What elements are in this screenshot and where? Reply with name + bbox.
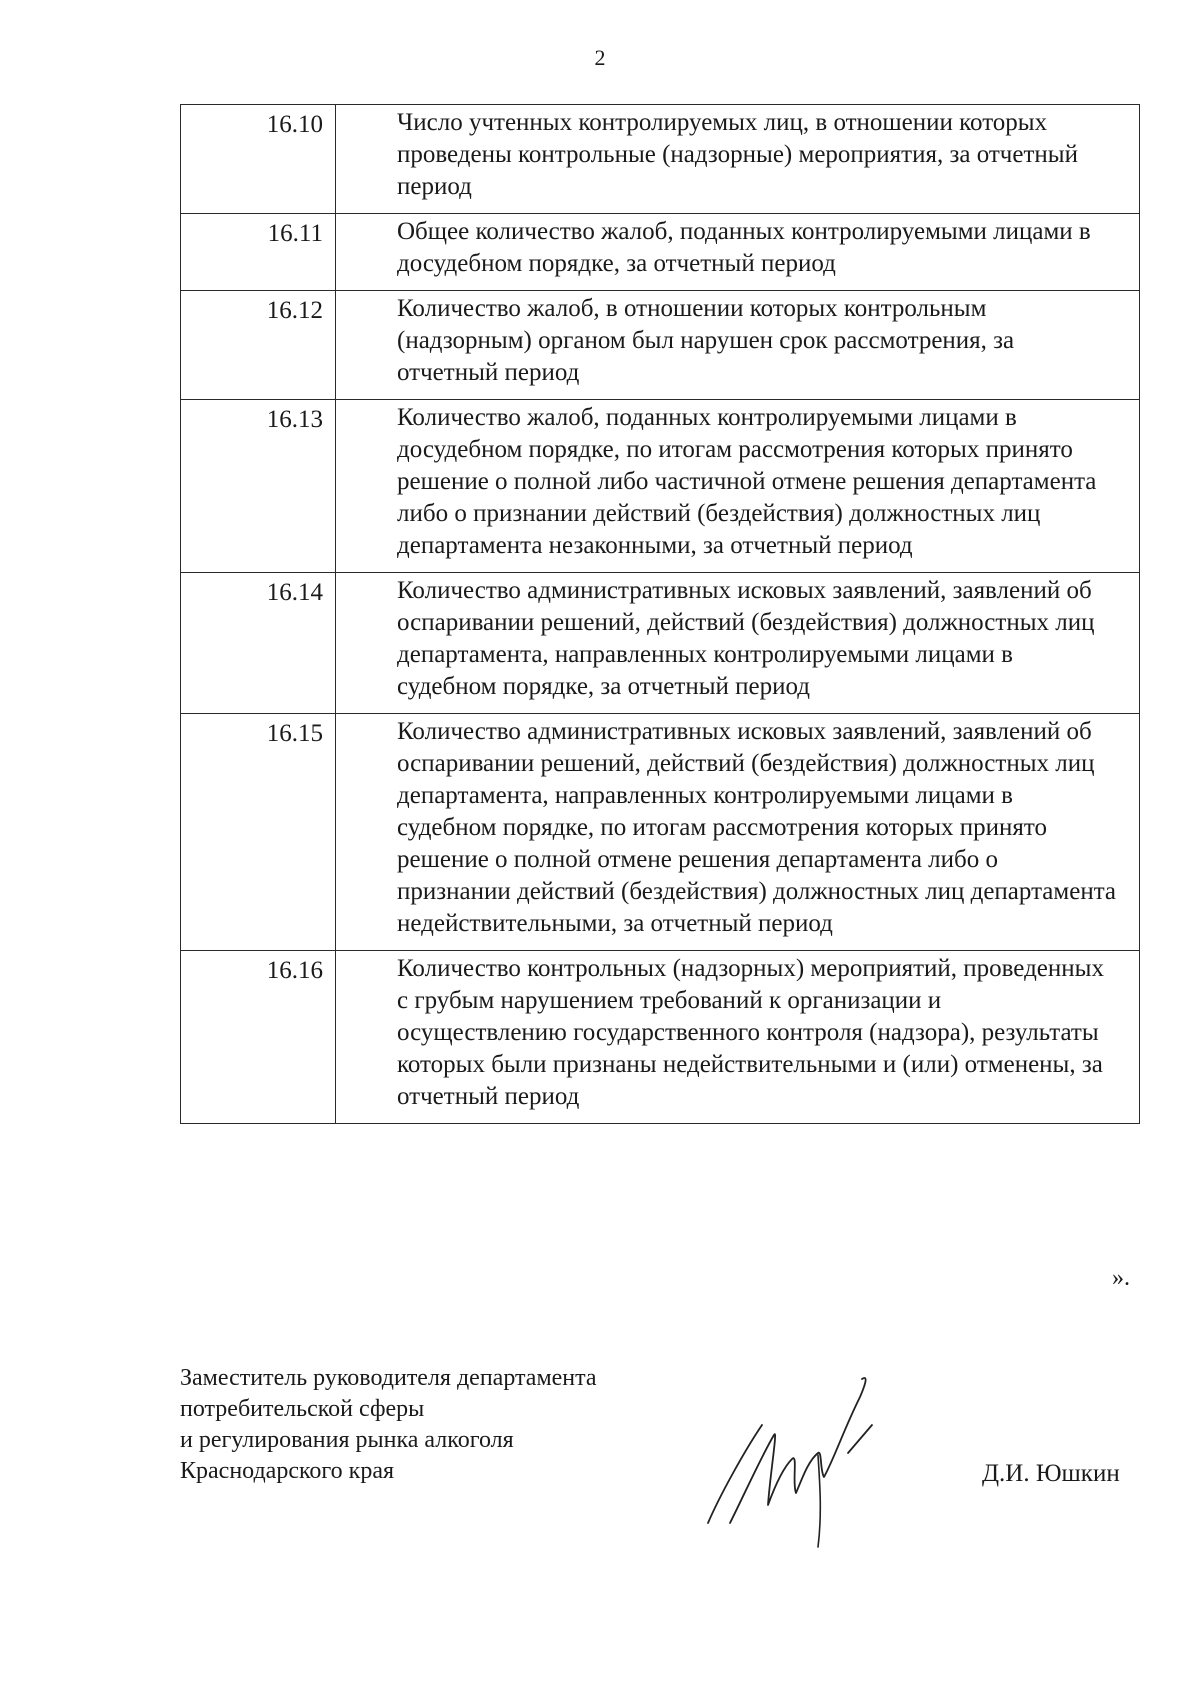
closing-quote: ». [1112, 1265, 1130, 1291]
table-row [181, 291, 1140, 400]
row-number: 16.14 [181, 573, 336, 714]
row-number: 16.16 [181, 951, 336, 1124]
page-number: 2 [594, 45, 606, 70]
table-row [181, 214, 1140, 291]
table-row [181, 105, 1140, 214]
row-number: 16.11 [181, 214, 336, 291]
handwritten-signature [700, 1355, 940, 1555]
position-line: и регулирования рынка алкоголя [180, 1427, 514, 1453]
position-line: Краснодарского края [180, 1458, 395, 1484]
row-number: 16.12 [181, 291, 336, 400]
table-row [181, 573, 1140, 714]
row-description: Количество жалоб, в отношении которых контрольным (надзорным) органом был нарушен срок рассмотрения, за отчетный период [336, 291, 1140, 400]
indicators-table [180, 104, 1140, 1124]
row-description: Количество административных исковых заявлений, заявлений об оспаривании решений, действий (бездействия) должностных лиц департамента, направленных контролируемыми лицами в судебном порядке, за отчетный период [336, 573, 1140, 714]
row-description: Количество административных исковых заявлений, заявлений об оспаривании решений, действий (бездействия) должностных лиц департамента, направленных контролируемыми лицами в судебном порядке, по итогам рассмотрения которых принято решение о полной отмене решения департамента либо о признании действий (бездействия) должностных лиц департамента недействительными, за отчетный период [336, 714, 1140, 951]
row-number: 16.10 [181, 105, 336, 214]
table-row [181, 951, 1140, 1124]
table-row [181, 714, 1140, 951]
signatory-name: Д.И. Юшкин [982, 1460, 1120, 1487]
position-line: потребительской сферы [180, 1396, 425, 1422]
row-description: Количество контрольных (надзорных) мероприятий, проведенных с грубым нарушением требований к организации и осуществлению государственного контроля (надзора), результаты которых были признаны недействительными и (или) отменены, за отчетный период [336, 951, 1140, 1124]
row-number: 16.13 [181, 400, 336, 573]
row-description: Общее количество жалоб, поданных контролируемыми лицами в досудебном порядке, за отчетный период [336, 214, 1140, 291]
row-number: 16.15 [181, 714, 336, 951]
position-line: Заместитель руководителя департамента [180, 1365, 597, 1391]
row-description: Количество жалоб, поданных контролируемыми лицами в досудебном порядке, по итогам рассмотрения которых принято решение о полной либо частичной отмене решения департамента либо о признании действий (бездействия) должностных лиц департамента незаконными, за отчетный период [336, 400, 1140, 573]
table-row [181, 400, 1140, 573]
row-description: Число учтенных контролируемых лиц, в отношении которых проведены контрольные (надзорные) мероприятия, за отчетный период [336, 105, 1140, 214]
signatory-position [180, 1363, 597, 1487]
